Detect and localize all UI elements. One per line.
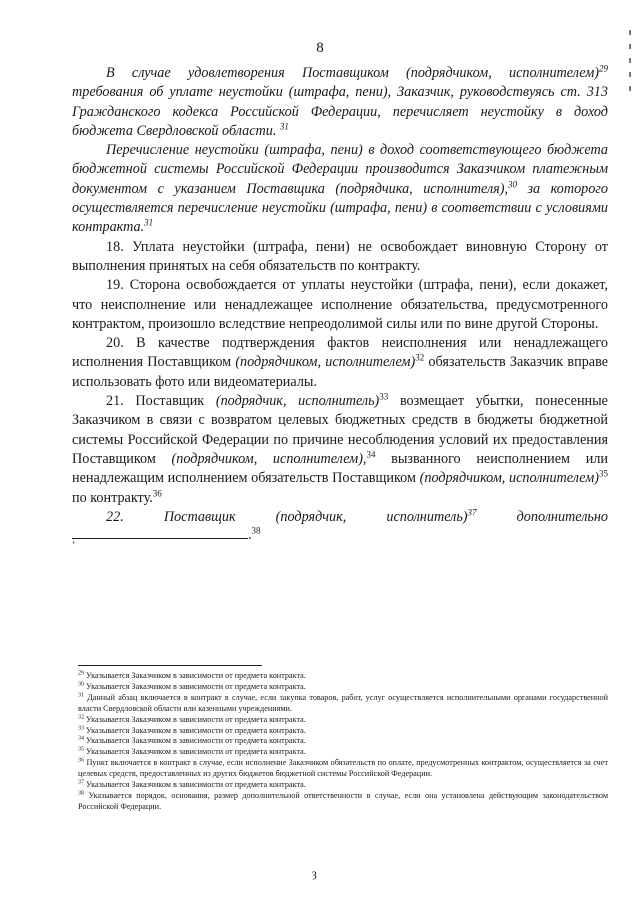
footnote-29: $^{29}$ Указывается Заказчиком в зависимости от предмета контракта. [78, 670, 306, 680]
clause-21: 21. Поставщик (подрядчик, исполнитель)$^{33}$ возмещает убытки, понесенные Заказчиком в связи с возвратом целевых бюджетных средств в бюджеты бюджетной системы Российской Федерации по причине несоблюдения условий их предоставления Поставщиком (подрядчиком, исполнителем),$^{34}$ вызванного неисполнением или ненадлежащим исполнением обязательств Поставщиком (подрядчиком, исполнителем)$^{35}$ по контракту.$^{36}$ [72, 391, 608, 506]
clause-22: 22. Поставщик (подрядчик, исполнитель)$^{37}$ дополнительно [106, 507, 609, 525]
paragraph-refund-penalty: В случае удовлетворения Поставщиком (подрядчиком, исполнителем)$^{29}$ требования об уплате неустойки (штрафа, пени), Заказчик, руководствуясь ст. 313 Гражданского кодекса Российской Федерации, перечисляет неустойку в доход бюджета Свердловской области. $^{31}$ [72, 63, 608, 139]
clause-22-blank-line: .$^{38}$ [72, 527, 608, 543]
fill-in-line [72, 528, 248, 539]
footnote-35: $^{35}$ Указывается Заказчиком в зависимости от предмета контракта. [78, 746, 306, 757]
footnote-32: $^{32}$ Указывается Заказчиком в зависимости от предмета контракта. [78, 713, 306, 724]
margin-marks [626, 30, 634, 100]
clause-19: 19. Сторона освобождается от уплаты неустойки (штрафа, пени), если докажет, что неисполнение или ненадлежащее исполнение обязательства, предусмотренного контрактом, произошло вследствие непреодолимой силы или по вине другой Стороны. [72, 277, 608, 332]
bottom-mark: ȝ [312, 866, 317, 880]
footnote-30: $^{30}$ Указывается Заказчиком в зависимости от предмета контракта. [78, 681, 306, 691]
footnote-31: $^{31}$ Данный абзац включается в контракт в случае, если закупка товаров, работ, услуг осуществляется исполнительными органами государственной власти Свердловской области или казенными учреждениями. [78, 692, 609, 713]
body-text [72, 64, 608, 543]
stray-mark: ‘ [72, 540, 76, 551]
clause-20: 20. В качестве подтверждения фактов неисполнения или ненадлежащего исполнения Поставщиком (подрядчиком, исполнителем)$^{32}$ обязательств Заказчик вправе использовать фото или видеоматериалы. [72, 335, 608, 390]
paragraph-penalty-transfer: Перечисление неустойки (штрафа, пени) в доход соответствующего бюджета бюджетной системы Российской Федерации производится Заказчиком платежным документом с указанием Поставщика (подрядчика, исполнителя),$^{30}$ за которого осуществляется перечисление неустойки (штрафа, пени) в соответствии с условиями контракта.$^{31}$ [72, 142, 608, 236]
page-number: 8 [316, 40, 324, 56]
footnote-38: $^{38}$ Указывается порядок, основания, размер дополнительной ответственности в случае, если она установлена действующим законодательством Российской Федерации. [78, 790, 609, 811]
footnote-34: $^{34}$ Указывается Заказчиком в зависимости от предмета контракта. [78, 735, 306, 746]
footnotes [78, 671, 608, 813]
footnote-37: $^{37}$ Указывается Заказчиком в зависимости от предмета контракта. [78, 779, 306, 790]
footnote-33: $^{33}$ Указывается Заказчиком в зависимости от предмета контракта. [78, 724, 306, 735]
footnote-separator [78, 665, 262, 666]
footnote-36: $^{36}$ Пункт включается в контракт в случае, если исполнение Заказчиком обязательств по оплате, предусмотренных контрактом, осуществляется за счет целевых средств, предоставленных из других бюджетов бюджетной системы Российской Федерации. [78, 757, 609, 779]
clause-18: 18. Уплата неустойки (штрафа, пени) не освобождает виновную Сторону от выполнения принятых на себя обязательств по контракту. [72, 238, 608, 274]
